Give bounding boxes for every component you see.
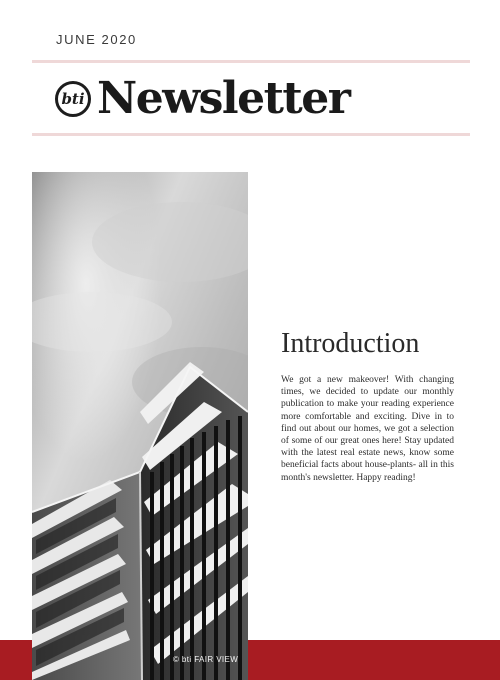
header-divider-bottom — [32, 133, 470, 136]
photo-caption-text: bti FAIR VIEW — [181, 655, 239, 664]
copyright-icon: © — [173, 655, 180, 664]
header-divider-top — [32, 60, 470, 63]
photo-caption — [173, 655, 238, 664]
intro-body: We got a new makeover! With changing times, we decided to update our monthly publication to make your reading experience more comfortable and exciting. Dive in to find out about our homes, we got a selection of some of our great ones here! Stay updated with the latest real estate news, know some beneficial facts about house-plants- all in this month's newsletter. Happy reading! — [281, 375, 454, 483]
newsletter-title: Newsletter — [97, 73, 350, 124]
bti-logo-icon: bti — [55, 81, 91, 117]
building-photo — [32, 172, 248, 680]
issue-date: JUNE 2020 — [56, 32, 137, 47]
intro-heading: Introduction — [281, 328, 420, 359]
masthead — [55, 70, 349, 128]
